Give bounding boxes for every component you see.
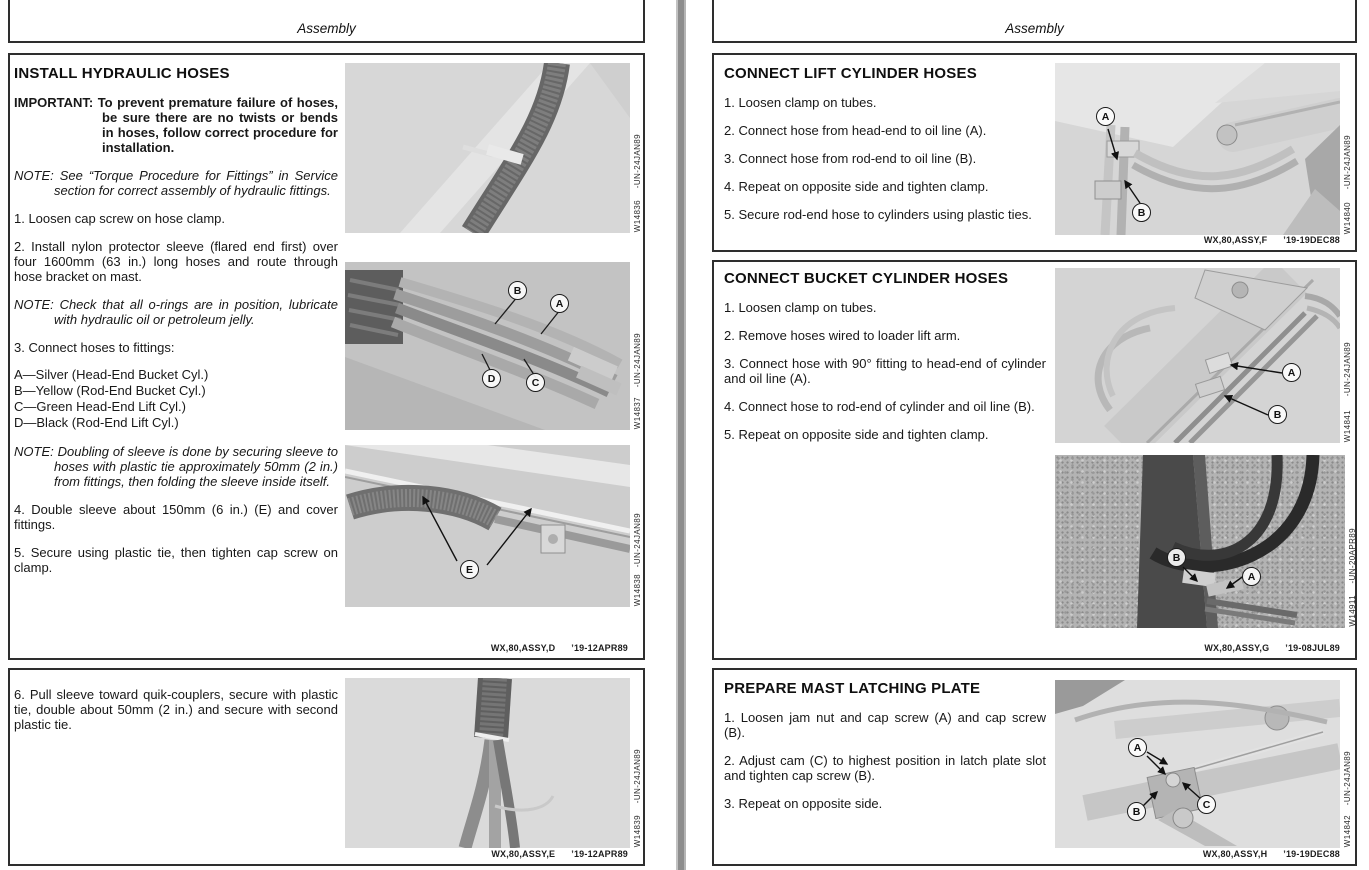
photo-illustration: [345, 63, 630, 233]
step-3: 3. Connect hoses to fittings:: [14, 340, 175, 355]
figure-un-code: -UN-24JAN89: [1343, 750, 1352, 805]
figure-id-column: [1343, 268, 1354, 443]
photo-loader-arm-tubes: [1055, 268, 1340, 443]
note-label: NOTE:: [14, 168, 54, 183]
figure-hose-on-mast: [345, 63, 642, 233]
photo-illustration: [345, 445, 630, 607]
figure-loader-arm-tubes: [1055, 268, 1352, 443]
figure-id: W14839: [633, 814, 642, 847]
figure-caption: [491, 643, 628, 653]
step-5: 5. Secure using plastic tie, then tighten cap screw on clamp.: [14, 544, 338, 575]
caption-id: WX,80,ASSY,G: [1204, 643, 1270, 653]
step-3: 3. Repeat on opposite side.: [724, 796, 883, 811]
callout-a: A: [1096, 107, 1115, 126]
note-text: Doubling of sleeve is done by securing sleeve to hoses with plastic tie approximately 50mm (2 in.) from fittings, then folding the sleeve inside itself.: [54, 443, 338, 489]
section-connect-lift-cylinder-hoses: [712, 53, 1357, 252]
step-1: 1. Loosen clamp on tubes.: [724, 300, 877, 315]
legend-item-b: B—Yellow (Rod-End Bucket Cyl.): [14, 383, 206, 398]
figure-id: W14838: [633, 573, 642, 606]
figure-caption: [1204, 235, 1340, 245]
important-label: IMPORTANT:: [14, 95, 94, 110]
caption-date: ’19-12APR89: [571, 849, 628, 859]
photo-hose-loop-at-mast: [1055, 455, 1345, 628]
important-text: To prevent premature failure of hoses, be sure there are no twists or bends in hoses, follow correct procedure for installation.: [97, 95, 338, 155]
page-binding-gutter: [676, 0, 686, 870]
figure-doubled-sleeve: [345, 445, 642, 607]
callout-b: B: [1167, 548, 1186, 567]
photo-illustration: [1055, 680, 1340, 848]
note-torque-procedure: [14, 168, 338, 198]
step-2: 2. Remove hoses wired to loader lift arm.: [724, 328, 961, 343]
step-2: 2. Connect hose from head-end to oil line (A).: [724, 123, 987, 138]
photo-illustration: [1055, 268, 1340, 443]
figure-un-code: -UN-24JAN89: [1343, 135, 1352, 190]
caption-date: ’19-08JUL89: [1285, 643, 1340, 653]
figure-un-code: -UN-24JAN89: [633, 332, 642, 387]
photo-hoses-to-fittings: [345, 262, 630, 430]
photo-mast-latching-plate: [1055, 680, 1340, 848]
photo-illustration: [345, 262, 630, 430]
callout-b: B: [508, 281, 527, 300]
step-4: 4. Repeat on opposite side and tighten clamp.: [724, 179, 989, 194]
mast-latching-plate-text-column: [724, 680, 1046, 811]
figure-id-column: [1343, 63, 1354, 235]
step-4: 4. Double sleeve about 150mm (6 in.) (E) and cover fittings.: [14, 501, 338, 532]
note-label: NOTE:: [14, 297, 54, 312]
caption-id: WX,80,ASSY,E: [491, 849, 556, 859]
section-title: PREPARE MAST LATCHING PLATE: [724, 680, 981, 697]
section-prepare-mast-latching-plate: [712, 668, 1357, 866]
callout-c: C: [526, 373, 545, 392]
section-title: CONNECT BUCKET CYLINDER HOSES: [724, 270, 1009, 287]
photo-hose-on-mast: [345, 63, 630, 233]
note-text: Check that all o-rings are in position, lubricate with hydraulic oil or petroleum jelly.: [54, 297, 338, 327]
figure-id: W14841: [1343, 409, 1352, 442]
callout-a: A: [1242, 567, 1261, 586]
section-install-hydraulic-hoses: [8, 53, 645, 660]
step-3: 3. Connect hose from rod-end to oil line (B).: [724, 151, 977, 166]
step-3: 3. Connect hose with 90° fitting to head-end of cylinder and oil line (A).: [724, 356, 1046, 386]
figure-un-code: -UN-24JAN89: [633, 749, 642, 804]
caption-date: ’19-19DEC88: [1283, 235, 1340, 245]
left-page-header: [8, 0, 645, 43]
caption-date: ’19-19DEC88: [1283, 849, 1340, 859]
figure-id-column: [1348, 455, 1359, 628]
callout-a: A: [550, 294, 569, 313]
callout-b: B: [1268, 405, 1287, 424]
figure-id-column: [633, 63, 644, 233]
callout-e: E: [460, 560, 479, 579]
section-title: CONNECT LIFT CYLINDER HOSES: [724, 65, 977, 82]
callout-c: C: [1197, 795, 1216, 814]
callout-d: D: [482, 369, 501, 388]
figure-un-code: -UN-24JAN89: [633, 513, 642, 568]
figure-hose-loop-at-mast: [1055, 455, 1357, 628]
figure-id: W14842: [1343, 814, 1352, 847]
section-pull-sleeve: [8, 668, 645, 866]
callout-b: B: [1127, 802, 1146, 821]
left-page-title: Assembly: [297, 21, 356, 36]
caption-id: WX,80,ASSY,D: [490, 643, 556, 653]
legend-item-a: A—Silver (Head-End Bucket Cyl.): [14, 367, 209, 382]
step-6: 6. Pull sleeve toward quik-couplers, secure with plastic tie, double about 50mm (2 in.) and secure with second plastic tie.: [14, 687, 338, 732]
figure-id: W14837: [633, 396, 642, 429]
figure-sleeve-at-couplers: [345, 678, 642, 848]
right-page-header: [712, 0, 1357, 43]
caption-date: ’19-12APR89: [571, 643, 628, 653]
figure-id: W14840: [1343, 201, 1352, 234]
caption-id: WX,80,ASSY,F: [1203, 235, 1268, 245]
hose-color-legend: [14, 368, 338, 431]
important-note: [14, 95, 338, 155]
step-1: 1. Loosen jam nut and cap screw (A) and cap screw (B).: [724, 710, 1046, 740]
step-4: 4. Connect hose to rod-end of cylinder and oil line (B).: [724, 399, 1035, 414]
photo-illustration: [345, 678, 630, 848]
photo-doubled-sleeve: [345, 445, 630, 607]
figure-hoses-to-fittings: [345, 262, 642, 430]
step-1: 1. Loosen cap screw on hose clamp.: [14, 211, 226, 226]
figure-id: W14911: [1348, 595, 1357, 627]
callout-b: B: [1132, 203, 1151, 222]
step-2: 2. Adjust cam (C) to highest position in latch plate slot and tighten cap screw (B).: [724, 753, 1046, 783]
note-text: See “Torque Procedure for Fittings” in Service section for correct assembly of hydraulic fittings.: [54, 168, 338, 198]
install-hydraulic-hoses-text-column: [14, 65, 338, 575]
figure-id-column: [633, 262, 644, 430]
figure-id-column: [1343, 680, 1354, 848]
figure-un-code: -UN-24JAN89: [1343, 341, 1352, 396]
step-5: 5. Secure rod-end hose to cylinders using plastic ties.: [724, 207, 1032, 222]
section-title: INSTALL HYDRAULIC HOSES: [14, 65, 230, 82]
caption-id: WX,80,ASSY,H: [1202, 849, 1268, 859]
pull-sleeve-text-column: [14, 674, 338, 732]
callout-a: A: [1282, 363, 1301, 382]
callout-a: A: [1128, 738, 1147, 757]
photo-lift-cylinder-hoses: [1055, 63, 1340, 235]
right-page-title: Assembly: [1005, 21, 1064, 36]
legend-item-c: C—Green Head-End Lift Cyl.): [14, 399, 186, 414]
figure-id: W14836: [633, 199, 642, 232]
step-5: 5. Repeat on opposite side and tighten clamp.: [724, 427, 989, 442]
figure-lift-cylinder-hoses: [1055, 63, 1352, 235]
photo-illustration: [1055, 63, 1340, 235]
figure-mast-latching-plate: [1055, 680, 1352, 848]
step-1: 1. Loosen clamp on tubes.: [724, 95, 877, 110]
figure-id-column: [633, 678, 644, 848]
lift-cylinder-text-column: [724, 65, 1046, 222]
bucket-cylinder-text-column: [724, 270, 1046, 442]
step-2: 2. Install nylon protector sleeve (flared end first) over four 1600mm (63 in.) long hoses and route through hose bracket on mast.: [14, 239, 338, 284]
figure-caption: [1204, 643, 1340, 653]
figure-un-code: -UN-20APR89: [1348, 527, 1357, 584]
note-label: NOTE:: [14, 443, 54, 459]
section-connect-bucket-cylinder-hoses: [712, 260, 1357, 660]
photo-sleeve-at-couplers: [345, 678, 630, 848]
note-o-rings: [14, 297, 338, 327]
note-doubling-sleeve: [14, 444, 338, 489]
figure-id-column: [633, 445, 644, 607]
figure-caption: [1203, 849, 1340, 859]
legend-item-d: D—Black (Rod-End Lift Cyl.): [14, 415, 179, 430]
figure-un-code: -UN-24JAN89: [633, 134, 642, 189]
figure-caption: [491, 849, 628, 859]
photo-illustration: [1055, 455, 1345, 628]
